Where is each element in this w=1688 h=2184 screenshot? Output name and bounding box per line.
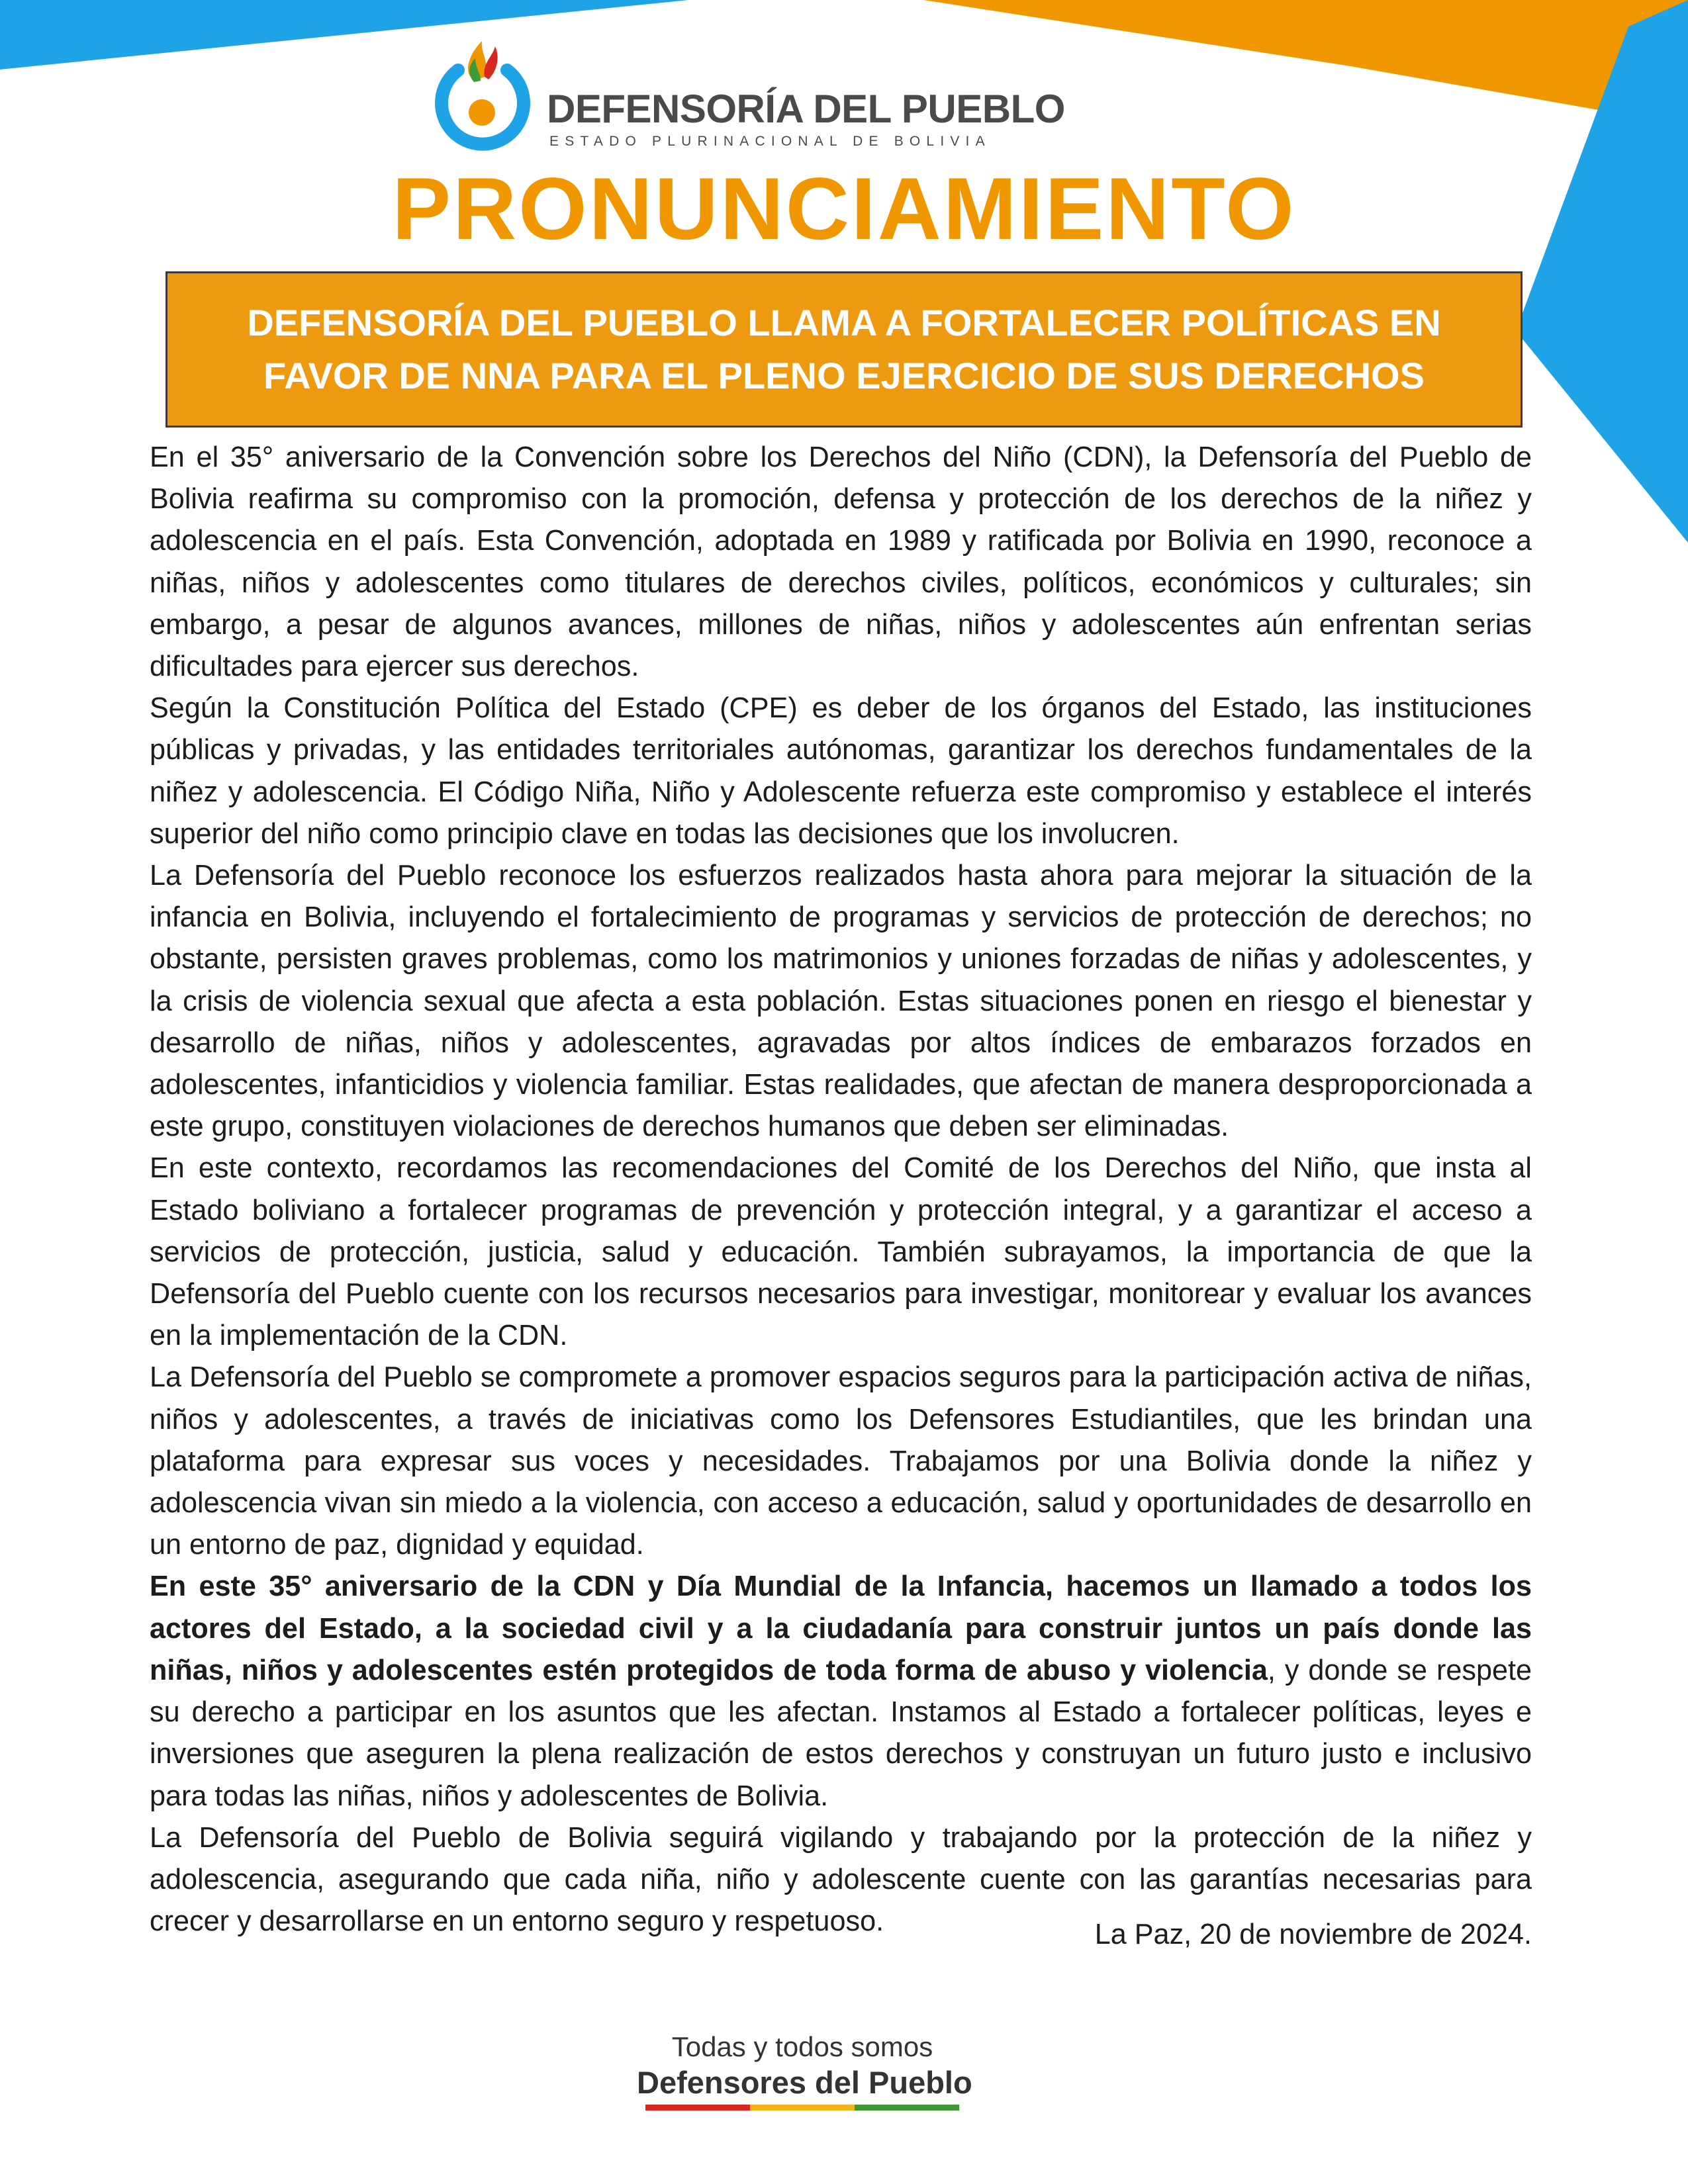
paragraph-5: La Defensoría del Pueblo se compromete a promover espacios seguros para la participación activa de niñas, niños y adolescentes, a través de iniciativas como los Defensores Estudiantiles, que les brindan una plataforma para expresar sus voces y necesidades. Trabajamos por una Bolivia donde la niñez y adolescencia vivan sin miedo a la violencia, con acceso a educación, salud y oportunidades de desarrollo en un entorno de paz, dignidad y equidad. (150, 1361, 1532, 1561)
paragraph-6-rest: , y donde se respete su derecho a participar en los asuntos que les afectan. Instamos al Estado a fortalecer políticas, leyes e inversiones que aseguren la plena realización de estos derechos y construyan un futuro justo e inclusivo para todas las niñas, niños y adolescentes de Bolivia. (150, 1654, 1532, 1812)
flag-green-stripe (855, 2105, 959, 2111)
logo (429, 34, 1065, 160)
headline-box (165, 271, 1523, 428)
paragraph-6 (150, 1566, 1532, 1817)
flag-strip (645, 2105, 959, 2111)
flag-red-stripe (645, 2105, 750, 2111)
paragraph-4: En este contexto, recordamos las recomendaciones del Comité de los Derechos del Niño, que insta al Estado boliviano a fortalecer programas de prevención y protección integral, y a garantizar el acceso a servicios de protección, justicia, salud y educación. También subrayamos, la importancia de que la Defensoría del Pueblo cuente con los recursos necesarios para investigar, monitorear y evaluar los avances en la implementación de la CDN. (150, 1152, 1532, 1352)
flag-yellow-stripe (750, 2105, 855, 2111)
paragraph-7: La Defensoría del Pueblo de Bolivia seguirá vigilando y trabajando por la protección de la niñez y adolescencia, asegurando que cada niña, niño y adolescente cuente con las garantías necesarias para crecer y desarrollarse en un entorno seguro y respetuoso. (150, 1821, 1532, 1938)
date-line: La Paz, 20 de noviembre de 2024. (1094, 1919, 1532, 1950)
paragraph-3: La Defensoría del Pueblo reconoce los esfuerzos realizados hasta ahora para mejorar la situación de la infancia en Bolivia, incluyendo el fortalecimiento de programas y servicios de protección de derechos; no obstante, persisten graves problemas, como los matrimonios y uniones forzadas de niñas y adolescentes, y la crisis de violencia sexual que afecta a esta población. Estas situaciones ponen en riesgo el bienestar y desarrollo de niñas, niños y adolescentes, agravadas por altos índices de embarazos forzados en adolescentes, infanticidios y violencia familiar. Estas realidades, que afectan de manera desproporcionada a este grupo, constituyen violaciones de derechos humanos que deben ser eliminadas. (150, 860, 1532, 1143)
slogan-line-1: Todas y todos somos (671, 2031, 933, 2062)
logo-name: DEFENSORÍA DEL PUEBLO (547, 87, 1065, 131)
slogan-line-2: Defensores del Pueblo (637, 2065, 972, 2100)
paragraph-2: Según la Constitución Política del Estado (CPE) es deber de los órganos del Estado, las instituciones públicas y privadas, y las entidades territoriales autónomas, garantizar los derechos fundamentales de la niñez y adolescencia. El Código Niña, Niño y Adolescente refuerza este compromiso y establece el interés superior del niño como principio clave en todas las decisiones que los involucren. (150, 692, 1532, 850)
headline-text (195, 296, 1493, 402)
headline-line-2: FAVOR DE NNA PARA EL PLENO EJERCICIO DE SUS DERECHOS (263, 355, 1425, 396)
headline-line-1: DEFENSORÍA DEL PUEBLO LLAMA A FORTALECER POLÍTICAS EN (247, 302, 1441, 343)
defensoria-emblem-icon (429, 34, 535, 160)
body-text (150, 437, 1532, 1942)
footer-slogan (637, 2030, 972, 2111)
document-title: PRONUNCIAMIENTO (392, 160, 1296, 258)
paragraph-1: En el 35° aniversario de la Convención sobre los Derechos del Niño (CDN), la Defensoría del Pueblo de Bolivia reafirma su compromiso con la promoción, defensa y protección de los derechos de la niñez y adolescencia en el país. Esta Convención, adoptada en 1989 y ratificada por Bolivia en 1990, reconoce a niñas, niños y adolescentes como titulares de derechos civiles, políticos, económicos y culturales; sin embargo, a pesar de algunos avances, millones de niñas, niños y adolescentes aún enfrentan serias dificultades para ejercer sus derechos. (150, 441, 1532, 683)
logo-subtitle: ESTADO PLURINACIONAL DE BOLIVIA (549, 134, 991, 149)
paragraph-6-bold: En este 35° aniversario de la CDN y Día Mundial de la Infancia, hacemos un llamado a todos los actores del Estado, a la sociedad civil y a la ciudadanía para construir juntos un país donde las niñas, niños y adolescentes estén protegidos de toda forma de abuso y violencia (150, 1570, 1532, 1686)
